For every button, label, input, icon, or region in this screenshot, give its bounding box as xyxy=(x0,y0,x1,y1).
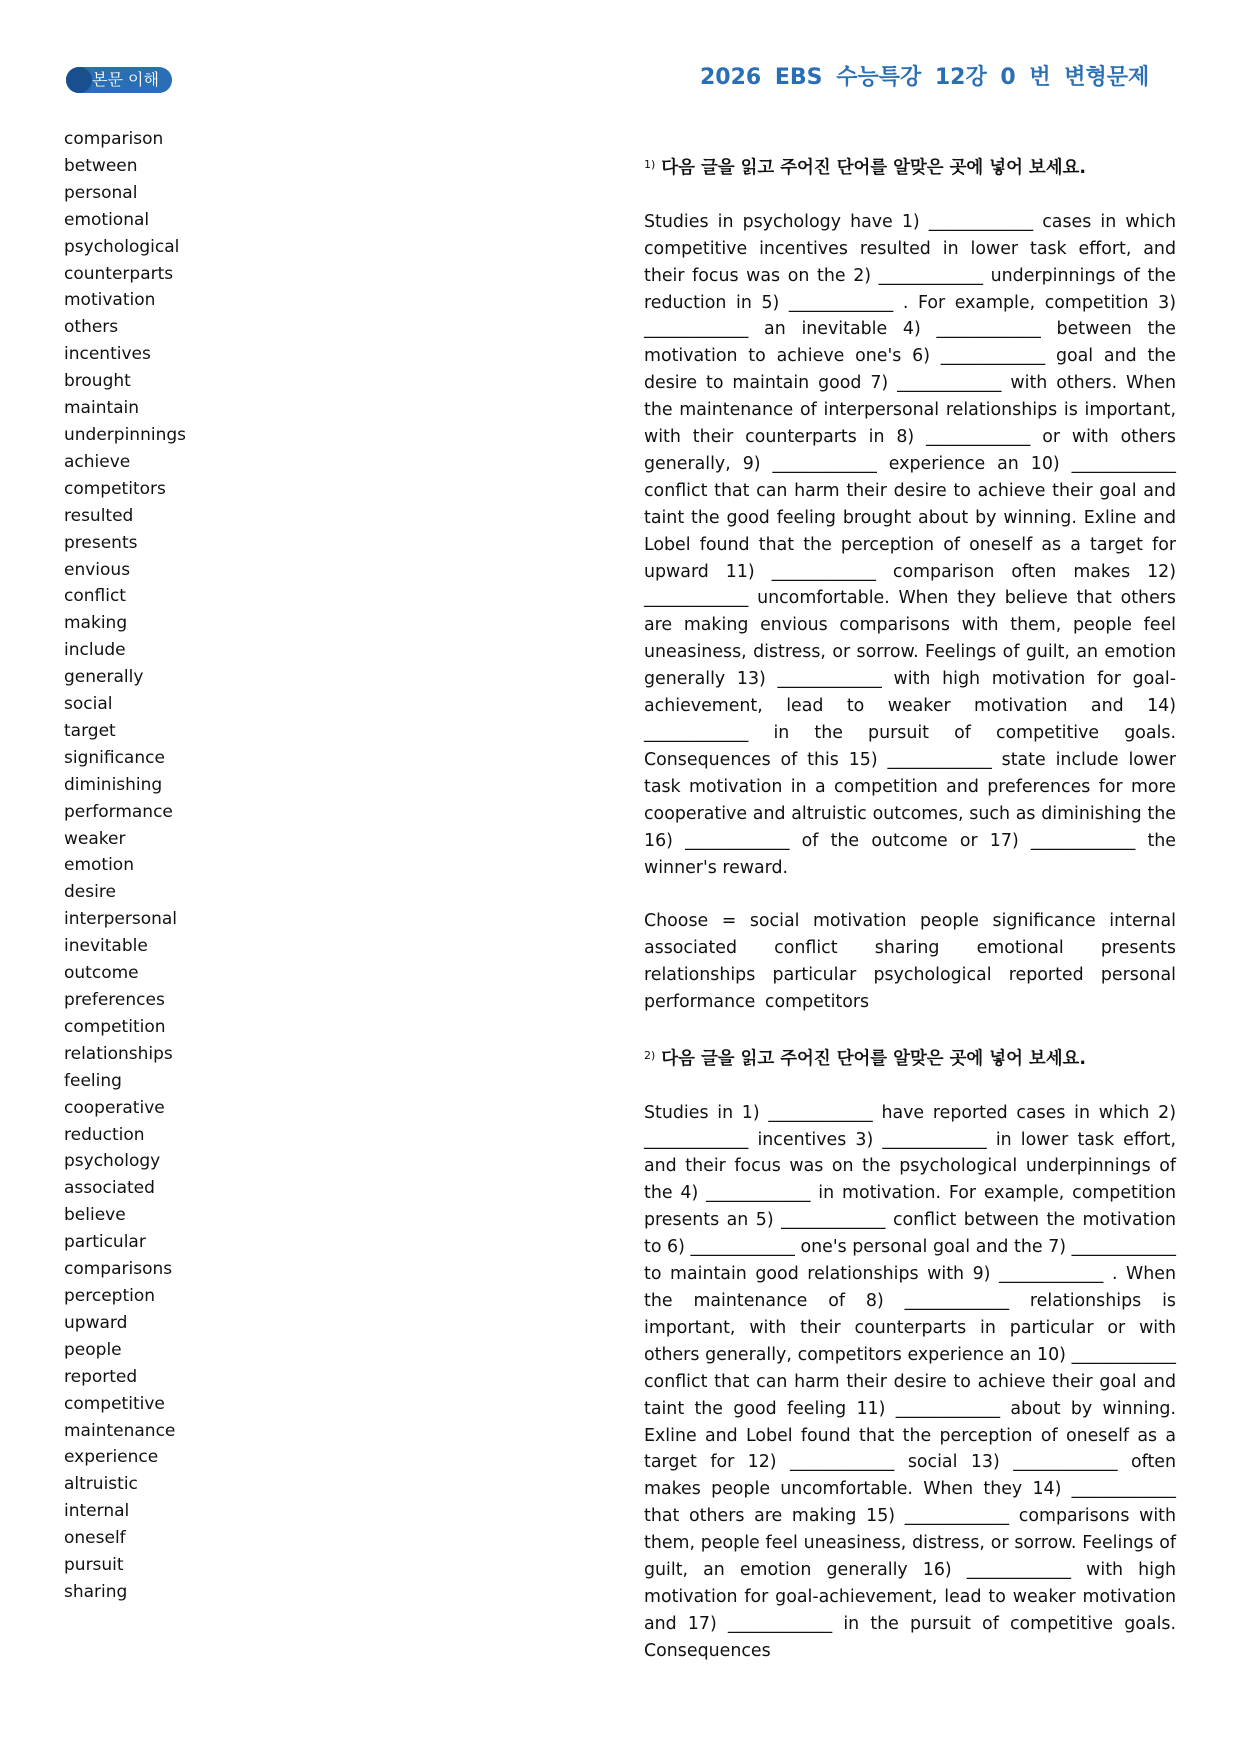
word-list-item: cooperative xyxy=(64,1097,165,1118)
word-list-item: inevitable xyxy=(64,936,148,957)
word-list-item: reduction xyxy=(64,1124,145,1145)
word-list-item: internal xyxy=(64,1501,130,1522)
word-list-item: maintain xyxy=(64,398,140,419)
word-list-item: incentives xyxy=(64,344,151,365)
word-list-item: motivation xyxy=(64,290,156,311)
section-badge xyxy=(66,67,172,93)
word-list-item: pursuit xyxy=(64,1555,124,1576)
word-list-item: experience xyxy=(64,1447,159,1468)
word-list-item: resulted xyxy=(64,505,134,526)
word-list-item: between xyxy=(64,155,138,176)
word-list-item: achieve xyxy=(64,451,131,472)
main-content xyxy=(644,152,1176,1665)
question-1-number: 1) xyxy=(644,158,656,171)
word-list-item: generally xyxy=(64,667,144,688)
question-2 xyxy=(644,1043,1176,1665)
word-list-item: relationships xyxy=(64,1043,173,1064)
question-1-heading xyxy=(644,152,1176,182)
word-list-item: reported xyxy=(64,1366,138,1387)
word-list-item: comparisons xyxy=(64,1259,173,1280)
word-list-item: preferences xyxy=(64,990,165,1010)
question-1-passage: Studies in psychology have 1) ____________ cases in which competitive incentives resulted in lower task effort, and their focus was on the 2) ____________ underpinnings of the reduction in 5) ____________ . For example, competition 3) ____________ an inevitable 4) ____________ between the motivation to achieve one's 6) ____________ goal and the desire to maintain good 7) ____________ with others. When the maintenance of interpersonal relationships is important, with their counterparts in 8) ____________ or with others generally, 9) ____________ experience an 10) ____________ conflict that can harm their desire to achieve their goal and taint the good feeling brought about by winning. Exline and Lobel found that the perception of oneself as a target for upward 11) ____________ comparison often makes 12) ____________ uncomfortable. When they believe that others are making envious comparisons with them, people feel uneasiness, distress, or sorrow. Feelings of guilt, an emotion generally 13) ____________ with high motivation for goal-achievement, lead to weaker motivation and 14) ____________ in the pursuit of competitive goals. Consequences of this 15) ____________ state include lower task motivation in a competition and preferences for more cooperative and altruistic outcomes, such as diminishing the 16) ____________ of the outcome or 17) ____________ the winner's reward. xyxy=(644,211,1176,878)
word-list-item: social xyxy=(64,694,113,715)
badge-circle-icon xyxy=(66,67,92,93)
word-list-item: emotional xyxy=(64,209,150,230)
word-list-item: making xyxy=(64,613,128,634)
word-list-item: particular xyxy=(64,1232,146,1253)
page-title: 2026 EBS 수능특강 12강 0 번 변형문제 xyxy=(700,65,1150,90)
word-list-item: underpinnings xyxy=(64,424,186,445)
word-list-item: psychological xyxy=(64,236,180,257)
word-list-item: desire xyxy=(64,882,116,903)
word-list-item: associated xyxy=(64,1178,155,1199)
word-list-item: emotion xyxy=(64,855,134,876)
word-list-item: competitors xyxy=(64,478,166,499)
question-1-instruction: 다음 글을 읽고 주어진 단어를 알맞은 곳에 넣어 보세요. xyxy=(661,158,1086,178)
word-list-item: upward xyxy=(64,1312,128,1333)
question-2-heading xyxy=(644,1043,1176,1073)
word-list-item: counterparts xyxy=(64,263,174,284)
word-list-item: include xyxy=(64,640,126,661)
word-list-item: comparison xyxy=(64,129,164,149)
word-list-item: oneself xyxy=(64,1528,126,1549)
word-list-item: target xyxy=(64,720,116,741)
word-list-item: perception xyxy=(64,1285,156,1306)
word-list-item: presents xyxy=(64,532,138,553)
word-list-item: significance xyxy=(64,747,165,768)
word-list-item: psychology xyxy=(64,1151,161,1172)
word-list xyxy=(64,126,186,1606)
word-list-item: outcome xyxy=(64,963,139,984)
question-1-choose-list: Choose = social motivation people significance internal associated conflict sharing emotional presents relationships particular psychological reported personal performance competitors xyxy=(644,911,1176,1013)
word-list-item: interpersonal xyxy=(64,909,178,930)
word-list-item: sharing xyxy=(64,1581,128,1602)
word-list-item: diminishing xyxy=(64,774,163,795)
question-2-instruction: 다음 글을 읽고 주어진 단어를 알맞은 곳에 넣어 보세요. xyxy=(661,1048,1086,1069)
word-list-item: maintenance xyxy=(64,1420,176,1441)
word-list-item: altruistic xyxy=(64,1474,138,1495)
word-list-item: people xyxy=(64,1339,122,1360)
word-list-item: feeling xyxy=(64,1070,122,1091)
word-list-item: conflict xyxy=(64,586,126,607)
word-list-item: personal xyxy=(64,182,138,203)
word-list-item: envious xyxy=(64,559,131,580)
word-list-item: others xyxy=(64,317,119,338)
badge-label: 본문 이해 xyxy=(92,70,159,89)
word-list-item: weaker xyxy=(64,828,126,849)
question-1 xyxy=(644,152,1176,1016)
word-list-item: brought xyxy=(64,371,131,392)
word-list-item: competitive xyxy=(64,1393,165,1414)
word-list-item: performance xyxy=(64,801,173,822)
question-2-number: 2) xyxy=(644,1048,656,1062)
word-list-item: competition xyxy=(64,1016,166,1037)
word-list-item: believe xyxy=(64,1205,126,1226)
question-2-passage: Studies in 1) ____________ have reported cases in which 2) ____________ incentives 3) ____________ in lower task effort, and their focus was on the psychological underpinnings of the 4) ____________ in motivation. For example, competition presents an 5) ____________ conflict between the motivation to 6) ____________ one's personal goal and the 7) ____________ to maintain good relationships with 9) ____________ . When the maintenance of 8) ____________ relationships is important, with their counterparts in particular or with others generally, competitors experience an 10) ____________ conflict that can harm their desire to achieve their goal and taint the good feeling 11) ____________ about by winning. Exline and Lobel found that the perception of oneself as a target for 12) ____________ social 13) ____________ often makes people uncomfortable. When they 14) ____________ that others are making 15) ____________ comparisons with them, people feel uneasiness, distress, or sorrow. Feelings of guilt, an emotion generally 16) ____________ with high motivation for goal-achievement, lead to weaker motivation and 17) ____________ in the pursuit of competitive goals. Consequences xyxy=(644,1102,1176,1661)
